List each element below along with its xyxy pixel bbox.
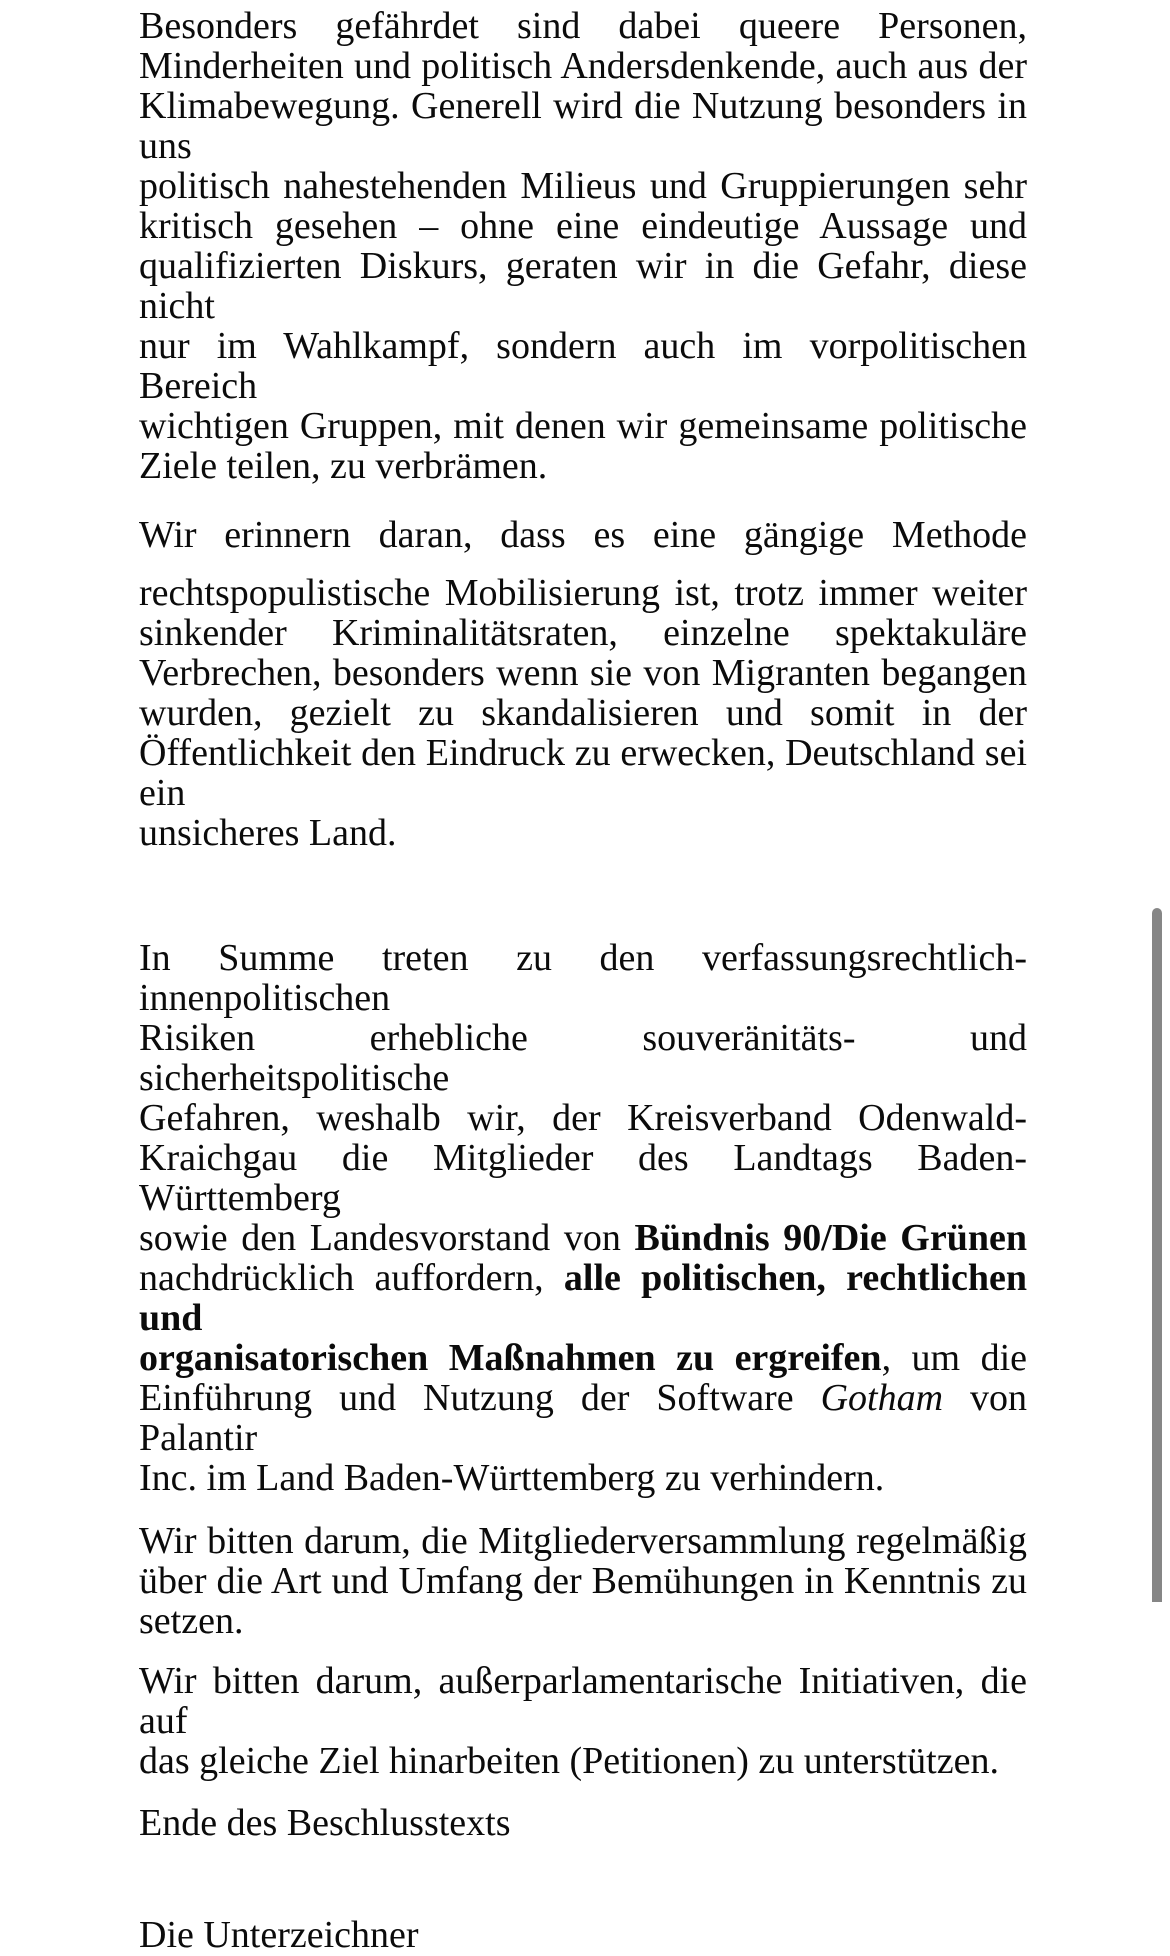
text-line	[139, 693, 1027, 733]
para-methode	[139, 515, 1027, 853]
text-line	[139, 613, 1027, 653]
text-segment: Klimabewegung. Generell wird die Nutzung besonders in uns	[139, 85, 1027, 167]
text-line	[139, 653, 1027, 693]
text-segment: Gefahren, weshalb wir, der Kreisverband Odenwald-	[139, 1097, 1027, 1139]
text-line	[139, 1258, 1027, 1338]
text-segment: Inc. im Land Baden-Württemberg zu verhindern.	[139, 1457, 885, 1499]
document-body	[139, 6, 1027, 1955]
text-segment: setzen.	[139, 1600, 244, 1642]
text-line	[139, 1378, 1027, 1458]
text-segment: Einführung und Nutzung der Software	[139, 1377, 821, 1419]
text-segment: organisatorischen Maßnahmen zu ergreifen	[139, 1337, 882, 1379]
text-line	[139, 1458, 1027, 1498]
text-segment: wichtigen Gruppen, mit denen wir gemeinsame politische	[139, 405, 1027, 447]
text-line	[139, 733, 1027, 813]
text-segment: Verbrechen, besonders wenn sie von Migranten begangen	[139, 652, 1027, 694]
text-line	[139, 1018, 1027, 1098]
text-segment: Bündnis 90/Die Grünen	[634, 1217, 1028, 1259]
text-segment: Besonders gefährdet sind dabei queere Personen,	[139, 5, 1027, 47]
text-line	[139, 206, 1027, 246]
text-segment: qualifizierten Diskurs, geraten wir in die Gefahr, diese nicht	[139, 245, 1027, 327]
text-segment: nur im Wahlkampf, sondern auch im vorpolitischen Bereich	[139, 325, 1027, 407]
text-line	[139, 1661, 1027, 1741]
para-ende	[139, 1803, 1027, 1843]
text-line	[139, 1338, 1027, 1378]
text-line	[139, 938, 1027, 1018]
text-segment: politisch nahestehenden Milieus und Gruppierungen sehr	[139, 165, 1027, 207]
text-line	[139, 1218, 1027, 1258]
text-segment: In Summe treten zu den verfassungsrechtlich-innenpolitischen	[139, 937, 1027, 1019]
text-line	[139, 1561, 1027, 1601]
text-segment: Ende des Beschlusstexts	[139, 1802, 511, 1844]
text-line	[139, 813, 1027, 853]
text-segment: Wir erinnern daran, dass es eine gängige Methode	[139, 514, 1027, 556]
para-summe	[139, 938, 1027, 1498]
text-segment: , um die	[881, 1337, 1028, 1379]
scrollbar-thumb[interactable]	[1152, 908, 1162, 1602]
text-line	[139, 86, 1027, 166]
text-segment: Ziele teilen, zu verbrämen.	[139, 445, 548, 487]
text-segment: Öffentlichkeit den Eindruck zu erwecken, Deutschland sei ein	[139, 732, 1027, 814]
text-segment: Wir bitten darum, außerparlamentarische Initiativen, die auf	[139, 1660, 1027, 1742]
text-line	[139, 246, 1027, 326]
text-segment: kritisch gesehen – ohne eine eindeutige Aussage und	[139, 205, 1027, 247]
text-segment: Wir bitten darum, die Mitgliederversammlung regelmäßig	[139, 1520, 1027, 1562]
text-segment: wurden, gezielt zu skandalisieren und somit in der	[139, 692, 1027, 734]
text-line	[139, 326, 1027, 406]
text-line	[139, 166, 1027, 206]
text-line	[139, 1741, 1027, 1781]
text-line	[139, 515, 1027, 555]
text-segment: Minderheiten und politisch Andersdenkende, auch aus der	[139, 45, 1027, 87]
text-segment: nachdrücklich auffordern,	[139, 1257, 564, 1299]
text-segment: von Palantir	[139, 1377, 1027, 1459]
text-line	[139, 1803, 1027, 1843]
text-segment: unsicheres Land.	[139, 812, 397, 854]
text-line	[139, 406, 1027, 446]
text-segment: rechtspopulistische Mobilisierung ist, trotz immer weiter	[139, 572, 1027, 614]
text-segment: alle politischen, rechtlichen und	[139, 1257, 1027, 1339]
para-intro	[139, 6, 1027, 486]
text-segment: sowie den Landesvorstand von	[139, 1217, 635, 1259]
text-segment: sinkender Kriminalitätsraten, einzelne spektakuläre	[139, 612, 1027, 654]
text-line	[139, 573, 1027, 613]
text-line	[139, 446, 1027, 486]
text-segment: Die Unterzeichner	[139, 1914, 419, 1956]
text-line	[139, 6, 1027, 46]
para-unterzeichner	[139, 1915, 1027, 1955]
text-line	[139, 46, 1027, 86]
para-initiativen	[139, 1661, 1027, 1781]
text-line	[139, 1601, 1027, 1641]
text-line	[139, 1521, 1027, 1561]
text-segment: über die Art und Umfang der Bemühungen in Kenntnis zu	[139, 1560, 1027, 1602]
text-segment: Kraichgau die Mitglieder des Landtags Baden-Württemberg	[139, 1137, 1027, 1219]
text-line	[139, 1915, 1027, 1955]
para-mitglieder	[139, 1521, 1027, 1641]
text-segment: Gotham	[820, 1377, 944, 1419]
text-line	[139, 1098, 1027, 1138]
text-segment: das gleiche Ziel hinarbeiten (Petitionen) zu unterstützen.	[139, 1740, 999, 1782]
text-segment: Risiken erhebliche souveränitäts- und sicherheitspolitische	[139, 1017, 1027, 1099]
text-line	[139, 1138, 1027, 1218]
